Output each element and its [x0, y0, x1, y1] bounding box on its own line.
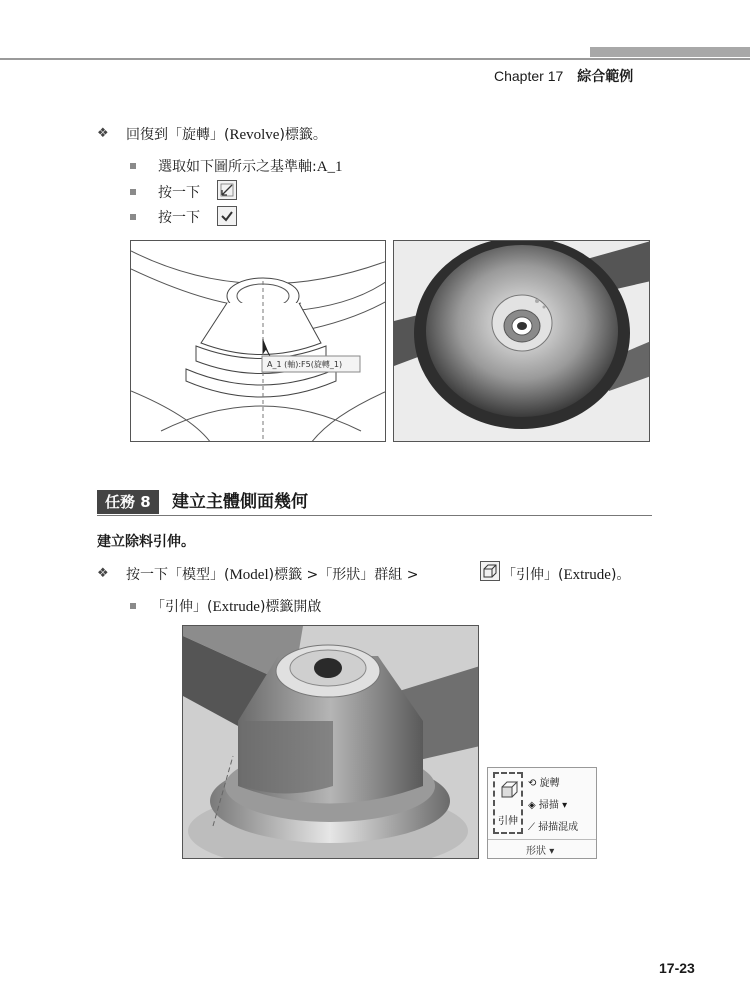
sub-bullet	[130, 214, 136, 220]
task-badge: 任務 8	[97, 490, 159, 514]
chapter-title: 綜合範例	[577, 69, 634, 85]
revolve-icon: ⟲	[528, 778, 537, 789]
group-divider	[488, 839, 596, 840]
axis-selection-figure	[130, 240, 386, 442]
axis-tool-icon[interactable]	[217, 180, 237, 200]
step1-sub1: 選取如下圖所示之基準軸:A_1	[158, 159, 343, 175]
step2-sub1: 「引伸」(Extrude)標籤開啟	[151, 599, 322, 615]
chapter-header	[494, 66, 633, 86]
axis-tooltip: A_1 (軸):F5(旋轉_1)	[267, 360, 343, 369]
header-bar	[590, 47, 750, 57]
sub-bullet	[130, 603, 136, 609]
step1-sub2: 按一下	[158, 185, 200, 201]
extrude-button[interactable]	[493, 772, 523, 834]
page-number: 17-23	[659, 960, 695, 976]
sub-bullet	[130, 189, 136, 195]
task-title: 建立主體側面幾何	[172, 492, 308, 512]
step1-bullet: ❖	[97, 126, 109, 141]
step1-sub3: 按一下	[158, 210, 200, 226]
dropdown-icon: ▾	[549, 846, 555, 857]
step2-bullet: ❖	[97, 566, 109, 581]
step2-text: 按一下「模型」(Model)標籤 >「形狀」群組 >	[126, 567, 419, 583]
chapter-number: Chapter 17	[494, 68, 564, 84]
intro-text: 建立除料引伸。	[97, 534, 195, 550]
step1-text: 回復到「旋轉」(Revolve)標籤。	[126, 127, 327, 143]
group-label: 形狀 ▾	[526, 846, 555, 857]
checkmark-icon[interactable]	[217, 206, 237, 226]
shaded-model-figure	[393, 240, 650, 442]
extrude-label: 引伸	[498, 816, 518, 827]
task-rule	[97, 515, 652, 516]
extrude-model-figure	[182, 625, 479, 859]
sub-bullet	[130, 163, 136, 169]
shape-group-panel	[487, 767, 597, 859]
extrude-icon[interactable]	[480, 561, 500, 581]
step2-text-cont: 「引伸」(Extrude)。	[502, 567, 631, 583]
sweep-item[interactable]: ◈ 掃描 ▾	[528, 800, 568, 811]
dropdown-icon: ▾	[562, 800, 568, 811]
header-rule	[0, 58, 750, 60]
swept-blend-item[interactable]: ⟋ 掃描混成	[528, 822, 579, 833]
swept-blend-icon: ⟋	[528, 822, 535, 833]
revolve-item[interactable]: ⟲ 旋轉	[528, 778, 560, 789]
sweep-icon: ◈	[528, 800, 536, 811]
